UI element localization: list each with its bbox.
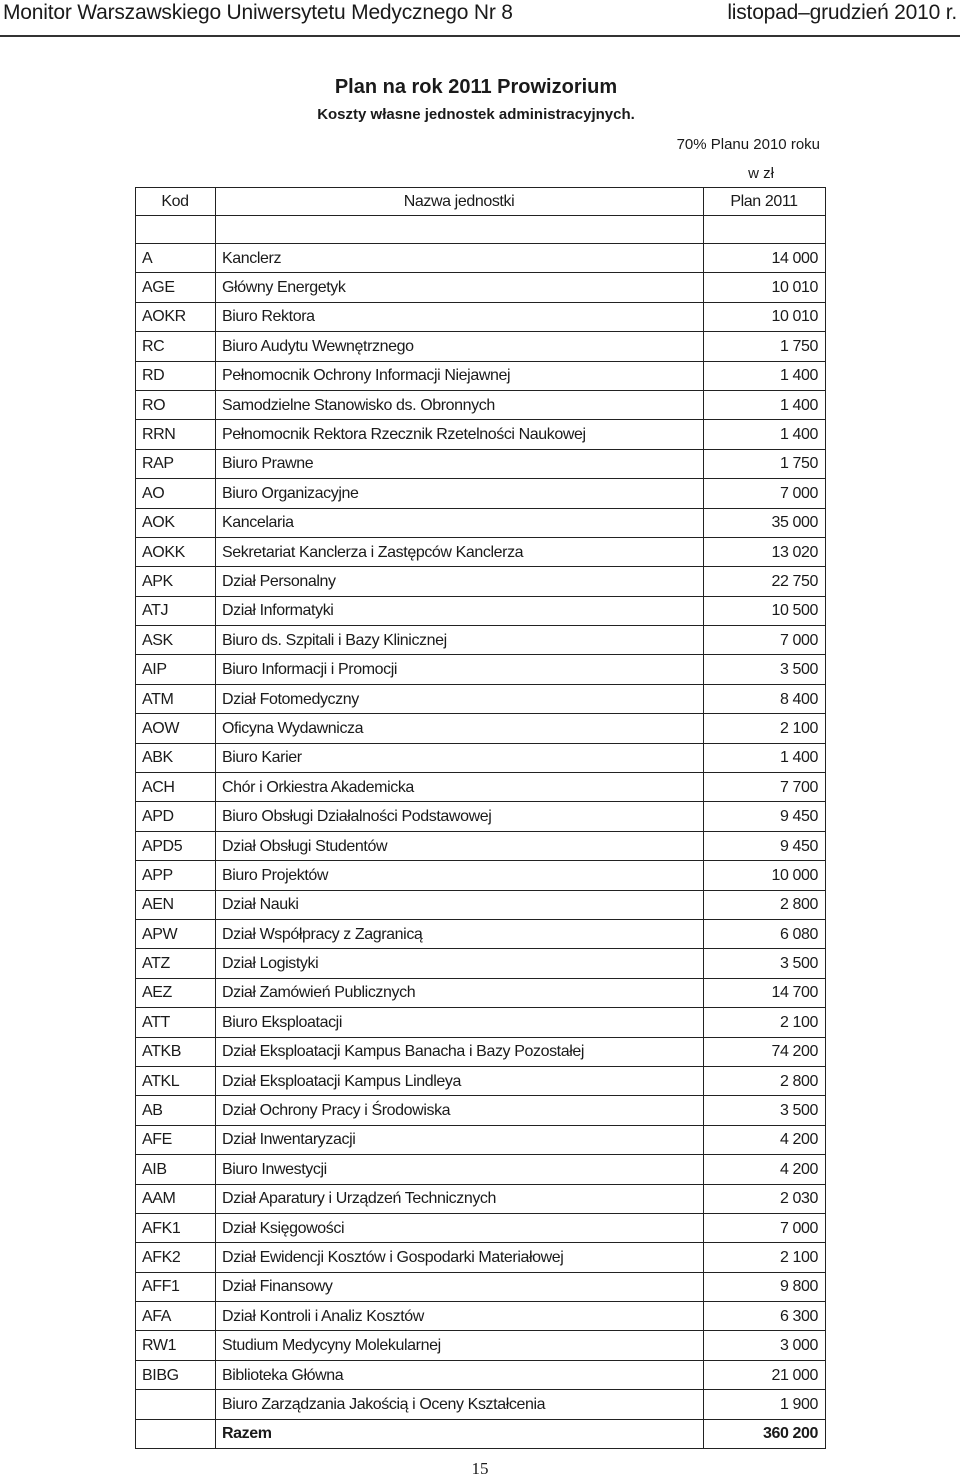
page-header [0, 0, 960, 38]
table-row [136, 919, 826, 948]
plan-value-cell: 1 400 [704, 420, 826, 449]
plan-value-cell: 35 000 [704, 508, 826, 537]
unit-name-cell: Dział Finansowy [216, 1272, 704, 1301]
unit-name-cell: Dział Fotomedyczny [216, 684, 704, 713]
unit-name-cell: Dział Inwentaryzacji [216, 1125, 704, 1154]
unit-code-cell: ASK [136, 626, 216, 655]
total-value: 360 200 [704, 1419, 826, 1448]
table-row [136, 1213, 826, 1242]
table-row [136, 537, 826, 566]
plan-value-cell: 14 000 [704, 244, 826, 273]
header-divider [0, 35, 960, 37]
unit-name-cell: Dział Nauki [216, 890, 704, 919]
unit-name-cell: Biuro Audytu Wewnętrznego [216, 332, 704, 361]
table-row [136, 626, 826, 655]
unit-name-cell: Główny Energetyk [216, 273, 704, 302]
unit-code-cell: ATT [136, 1008, 216, 1037]
plan-basis-note: 70% Planu 2010 roku [676, 136, 820, 153]
unit-code-cell: APP [136, 861, 216, 890]
unit-code-cell: AFE [136, 1125, 216, 1154]
table-row [136, 449, 826, 478]
unit-name-cell: Biblioteka Główna [216, 1360, 704, 1389]
unit-name-cell: Dział Zamówień Publicznych [216, 978, 704, 1007]
unit-name-cell: Dział Personalny [216, 567, 704, 596]
table-row [136, 596, 826, 625]
unit-code-cell: RAP [136, 449, 216, 478]
unit-code-cell: RRN [136, 420, 216, 449]
unit-code-cell: ATZ [136, 949, 216, 978]
issue-date: listopad–grudzień 2010 r. [727, 1, 957, 24]
plan-value-cell: 2 100 [704, 1243, 826, 1272]
table-row [136, 361, 826, 390]
plan-value-cell: 4 200 [704, 1125, 826, 1154]
table-row [136, 1272, 826, 1301]
plan-value-cell: 7 000 [704, 626, 826, 655]
plan-value-cell: 1 750 [704, 449, 826, 478]
plan-value-cell: 1 400 [704, 361, 826, 390]
plan-value-cell: 14 700 [704, 978, 826, 1007]
plan-value-cell: 7 700 [704, 773, 826, 802]
unit-code-cell: APW [136, 919, 216, 948]
table-row [136, 479, 826, 508]
unit-name-cell: Kancelaria [216, 508, 704, 537]
unit-name-cell: Biuro Informacji i Promocji [216, 655, 704, 684]
table-row [136, 1184, 826, 1213]
unit-code-cell: AFK1 [136, 1213, 216, 1242]
unit-name-cell: Biuro Projektów [216, 861, 704, 890]
unit-name-cell: Biuro Prawne [216, 449, 704, 478]
plan-value-cell: 2 030 [704, 1184, 826, 1213]
plan-value-cell: 6 300 [704, 1302, 826, 1331]
unit-code-cell: APK [136, 567, 216, 596]
unit-name-cell: Dział Współpracy z Zagranicą [216, 919, 704, 948]
unit-code-cell: ATKB [136, 1037, 216, 1066]
plan-value-cell: 10 500 [704, 596, 826, 625]
unit-code-cell: RD [136, 361, 216, 390]
unit-code-cell: AFF1 [136, 1272, 216, 1301]
table-row [136, 1360, 826, 1389]
plan-value-cell: 7 000 [704, 1213, 826, 1242]
blank-cell [216, 216, 704, 244]
unit-code-cell: ABK [136, 743, 216, 772]
publication-title: Monitor Warszawskiego Uniwersytetu Medycznego Nr 8 [3, 1, 513, 24]
plan-value-cell: 4 200 [704, 1155, 826, 1184]
unit-name-cell: Dział Obsługi Studentów [216, 831, 704, 860]
plan-value-cell: 1 750 [704, 332, 826, 361]
table-row [136, 1243, 826, 1272]
table-row [136, 1302, 826, 1331]
table-row [136, 684, 826, 713]
unit-name-cell: Biuro ds. Szpitali i Bazy Klinicznej [216, 626, 704, 655]
unit-code-cell [136, 1390, 216, 1419]
table-row [136, 978, 826, 1007]
table-row [136, 655, 826, 684]
plan-value-cell: 3 500 [704, 655, 826, 684]
unit-code-cell: AO [136, 479, 216, 508]
unit-code-cell: ATKL [136, 1066, 216, 1095]
blank-row [136, 216, 826, 244]
plan-value-cell: 2 800 [704, 1066, 826, 1095]
unit-code-cell: AGE [136, 273, 216, 302]
unit-code-cell: APD [136, 802, 216, 831]
table-row [136, 302, 826, 331]
unit-name-cell: Pełnomocnik Rektora Rzecznik Rzetelności Naukowej [216, 420, 704, 449]
plan-value-cell: 6 080 [704, 919, 826, 948]
table-row [136, 773, 826, 802]
unit-name-cell: Dział Ewidencji Kosztów i Gospodarki Materiałowej [216, 1243, 704, 1272]
unit-name-cell: Biuro Eksploatacji [216, 1008, 704, 1037]
unit-name-cell: Chór i Orkiestra Akademicka [216, 773, 704, 802]
unit-code-cell: AOKR [136, 302, 216, 331]
document-subtitle: Koszty własne jednostek administracyjnych. [317, 106, 635, 123]
table-row [136, 861, 826, 890]
column-header-code: Kod [136, 188, 216, 216]
plan-value-cell: 2 100 [704, 1008, 826, 1037]
unit-name-cell: Dział Ochrony Pracy i Środowiska [216, 1096, 704, 1125]
plan-value-cell: 3 500 [704, 1096, 826, 1125]
column-header-name: Nazwa jednostki [216, 188, 704, 216]
unit-name-cell: Biuro Zarządzania Jakością i Oceny Kształcenia [216, 1390, 704, 1419]
unit-code-cell: RC [136, 332, 216, 361]
table-row [136, 567, 826, 596]
unit-code-cell: ACH [136, 773, 216, 802]
page-number: 15 [471, 1459, 489, 1478]
unit-name-cell: Biuro Organizacyjne [216, 479, 704, 508]
unit-code-cell: AFK2 [136, 1243, 216, 1272]
unit-code-cell: BIBG [136, 1360, 216, 1389]
plan-value-cell: 22 750 [704, 567, 826, 596]
plan-value-cell: 2 100 [704, 714, 826, 743]
unit-code-cell: AIB [136, 1155, 216, 1184]
unit-name-cell: Biuro Rektora [216, 302, 704, 331]
table-row [136, 743, 826, 772]
plan-value-cell: 3 500 [704, 949, 826, 978]
unit-name-cell: Dział Logistyki [216, 949, 704, 978]
plan-value-cell: 10 010 [704, 302, 826, 331]
plan-value-cell: 10 010 [704, 273, 826, 302]
table-row [136, 1008, 826, 1037]
table-header-row [136, 188, 826, 216]
plan-value-cell: 1 400 [704, 743, 826, 772]
table-row [136, 831, 826, 860]
unit-name-cell: Samodzielne Stanowisko ds. Obronnych [216, 390, 704, 419]
unit-name-cell: Dział Informatyki [216, 596, 704, 625]
unit-code-cell: ATM [136, 684, 216, 713]
table-row [136, 714, 826, 743]
unit-code-cell: AEN [136, 890, 216, 919]
table-row [136, 802, 826, 831]
plan-value-cell: 9 450 [704, 802, 826, 831]
plan-value-cell: 7 000 [704, 479, 826, 508]
unit-code-cell: RW1 [136, 1331, 216, 1360]
table-row [136, 1125, 826, 1154]
table-row [136, 1096, 826, 1125]
table-row [136, 244, 826, 273]
total-label: Razem [216, 1419, 704, 1448]
unit-name-cell: Dział Kontroli i Analiz Kosztów [216, 1302, 704, 1331]
unit-name-cell: Sekretariat Kanclerza i Zastępców Kanclerza [216, 537, 704, 566]
total-row [136, 1419, 826, 1448]
unit-name-cell: Biuro Karier [216, 743, 704, 772]
document-title: Plan na rok 2011 Prowizorium [334, 76, 618, 98]
table-row [136, 1331, 826, 1360]
unit-name-cell: Biuro Inwestycji [216, 1155, 704, 1184]
currency-unit-note: w zł [748, 165, 774, 182]
unit-name-cell: Dział Eksploatacji Kampus Lindleya [216, 1066, 704, 1095]
unit-name-cell: Oficyna Wydawnicza [216, 714, 704, 743]
plan-value-cell: 9 800 [704, 1272, 826, 1301]
unit-code-cell: APD5 [136, 831, 216, 860]
table-row [136, 1390, 826, 1419]
table-row [136, 273, 826, 302]
total-code-cell [136, 1419, 216, 1448]
unit-name-cell: Studium Medycyny Molekularnej [216, 1331, 704, 1360]
plan-value-cell: 13 020 [704, 537, 826, 566]
blank-cell [704, 216, 826, 244]
cost-plan-table [135, 187, 826, 1449]
table-row [136, 508, 826, 537]
plan-value-cell: 8 400 [704, 684, 826, 713]
unit-name-cell: Pełnomocnik Ochrony Informacji Niejawnej [216, 361, 704, 390]
unit-code-cell: AEZ [136, 978, 216, 1007]
unit-code-cell: AFA [136, 1302, 216, 1331]
plan-value-cell: 2 800 [704, 890, 826, 919]
table-row [136, 420, 826, 449]
plan-value-cell: 1 400 [704, 390, 826, 419]
table-row [136, 332, 826, 361]
table-row [136, 1037, 826, 1066]
unit-code-cell: AAM [136, 1184, 216, 1213]
table-row [136, 949, 826, 978]
unit-code-cell: AOW [136, 714, 216, 743]
unit-code-cell: AOKK [136, 537, 216, 566]
unit-code-cell: ATJ [136, 596, 216, 625]
plan-value-cell: 74 200 [704, 1037, 826, 1066]
unit-code-cell: AIP [136, 655, 216, 684]
unit-code-cell: AOK [136, 508, 216, 537]
blank-cell [136, 216, 216, 244]
plan-value-cell: 21 000 [704, 1360, 826, 1389]
table-row [136, 390, 826, 419]
unit-name-cell: Dział Aparatury i Urządzeń Technicznych [216, 1184, 704, 1213]
unit-name-cell: Dział Księgowości [216, 1213, 704, 1242]
unit-name-cell: Biuro Obsługi Działalności Podstawowej [216, 802, 704, 831]
table-row [136, 1066, 826, 1095]
plan-value-cell: 3 000 [704, 1331, 826, 1360]
plan-value-cell: 9 450 [704, 831, 826, 860]
column-header-plan: Plan 2011 [704, 188, 826, 216]
unit-code-cell: RO [136, 390, 216, 419]
table-row [136, 1155, 826, 1184]
plan-value-cell: 10 000 [704, 861, 826, 890]
unit-code-cell: AB [136, 1096, 216, 1125]
unit-code-cell: A [136, 244, 216, 273]
table-row [136, 890, 826, 919]
plan-value-cell: 1 900 [704, 1390, 826, 1419]
unit-name-cell: Kanclerz [216, 244, 704, 273]
unit-name-cell: Dział Eksploatacji Kampus Banacha i Bazy Pozostałej [216, 1037, 704, 1066]
